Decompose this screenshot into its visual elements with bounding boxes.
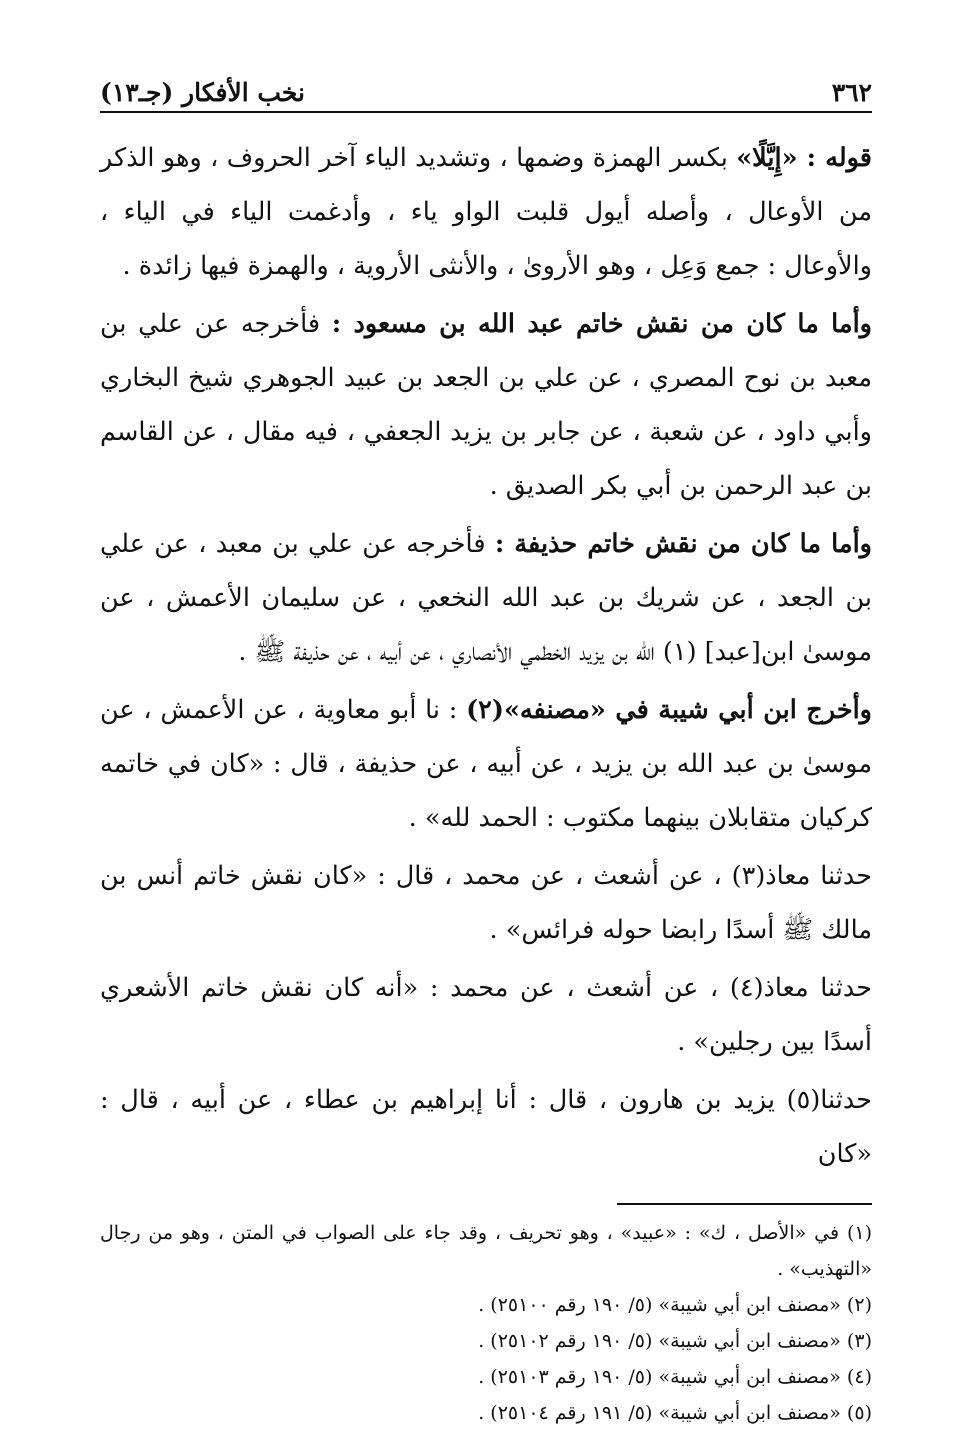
paragraph-lead: وأما ما كان من نقش خاتم عبد الله بن مسعود : bbox=[331, 309, 872, 339]
footnote: (٤) «مصنف ابن أبي شيبة» (٥/ ١٩٠ رقم ٢٥١٠٣) . bbox=[478, 1366, 872, 1388]
paragraph-text: حدثنا معاذ(٣) ، عن أشعث ، عن محمد ، قال : «كان نقش خاتم أنس بن مالك ﷺ أسدًا رابضا حوله فرائس» . bbox=[100, 861, 872, 945]
footnote: (٢) «مصنف ابن أبي شيبة» (٥/ ١٩٠ رقم ٢٥١٠٠) . bbox=[478, 1294, 872, 1316]
page bbox=[100, 55, 872, 1431]
footnotes bbox=[100, 1215, 872, 1431]
footnote: (٥) «مصنف ابن أبي شيبة» (٥/ ١٩١ رقم ٢٥١٠٤) . bbox=[478, 1402, 872, 1424]
footnote: (٣) «مصنف ابن أبي شيبة» (٥/ ١٩٠ رقم ٢٥١٠٢) . bbox=[478, 1330, 872, 1352]
paragraph-lead: وأما ما كان من نقش خاتم حذيفة : bbox=[494, 529, 872, 559]
paragraph-text: بكسر الهمزة وضمها ، وتشديد الياء آخر الحروف ، وهو الذكر من الأوعال ، وأصله أيول قلبت الواو ياء ، وأدغمت الياء في الياء ، والأوعال : جمع وَعِل ، وهو الأروىٰ ، والأنثى الأروية ، والهمزة فيها زائدة . bbox=[100, 143, 872, 281]
paragraph-lead: قوله : «إِيَّلًا» bbox=[736, 143, 872, 173]
paragraph-text: فأخرجه عن علي بن معبد ، عن علي بن الجعد ، عن شريك بن عبد الله النخعي ، عن سليمان الأعمش ، عن موسىٰ ابن[عبد] (١) الله بن يزيد الخطمي الأنصاري ، عن أبيه ، عن حذيفة ﷺ . bbox=[100, 529, 872, 667]
paragraph bbox=[100, 1073, 872, 1181]
paragraph-lead: وأخرج ابن أبي شيبة في «مصنفه»(٢) bbox=[466, 695, 872, 725]
paragraph-text: فأخرجه عن علي بن معبد بن نوح المصري ، عن علي بن الجعد بن عبيد الجوهري شيخ البخاري وأبي داود ، عن شعبة ، عن جابر بن يزيد الجعفي ، فيه مقال ، عن القاسم بن عبد الرحمن بن أبي بكر الصديق . bbox=[100, 309, 872, 501]
running-header bbox=[100, 55, 872, 107]
paragraph-text: : نا أبو معاوية ، عن الأعمش ، عن موسىٰ بن عبد الله بن يزيد ، عن أبيه ، عن حذيفة ، قال : «كان في خاتمه كركيان متقابلان بينهما مكتوب : الحمد لله» . bbox=[100, 695, 872, 833]
paragraph bbox=[100, 849, 872, 957]
footnote-separator bbox=[617, 1203, 872, 1205]
page-number: ٣٦٢ bbox=[831, 78, 872, 107]
paragraph-text: حدثنا معاذ(٤) ، عن أشعث ، عن محمد : «أنه كان نقش خاتم الأشعري أسدًا بين رجلين» . bbox=[100, 973, 872, 1057]
book-title: نخب الأفكار (جـ١٣) bbox=[100, 78, 306, 107]
paragraph bbox=[100, 297, 872, 513]
paragraph bbox=[100, 683, 872, 845]
footnote: (١) في «الأصل ، ك» : «عبيد» ، وهو تحريف ، وقد جاء على الصواب في المتن ، وهو من رجال «التهذيب» . bbox=[100, 1222, 872, 1280]
paragraph bbox=[100, 517, 872, 679]
header-rule bbox=[100, 111, 872, 113]
main-text bbox=[100, 131, 872, 1181]
paragraph-text: حدثنا(٥) يزيد بن هارون ، قال : أنا إبراهيم بن عطاء ، عن أبيه ، قال : «كان bbox=[100, 1085, 872, 1169]
paragraph bbox=[100, 961, 872, 1069]
paragraph bbox=[100, 131, 872, 293]
